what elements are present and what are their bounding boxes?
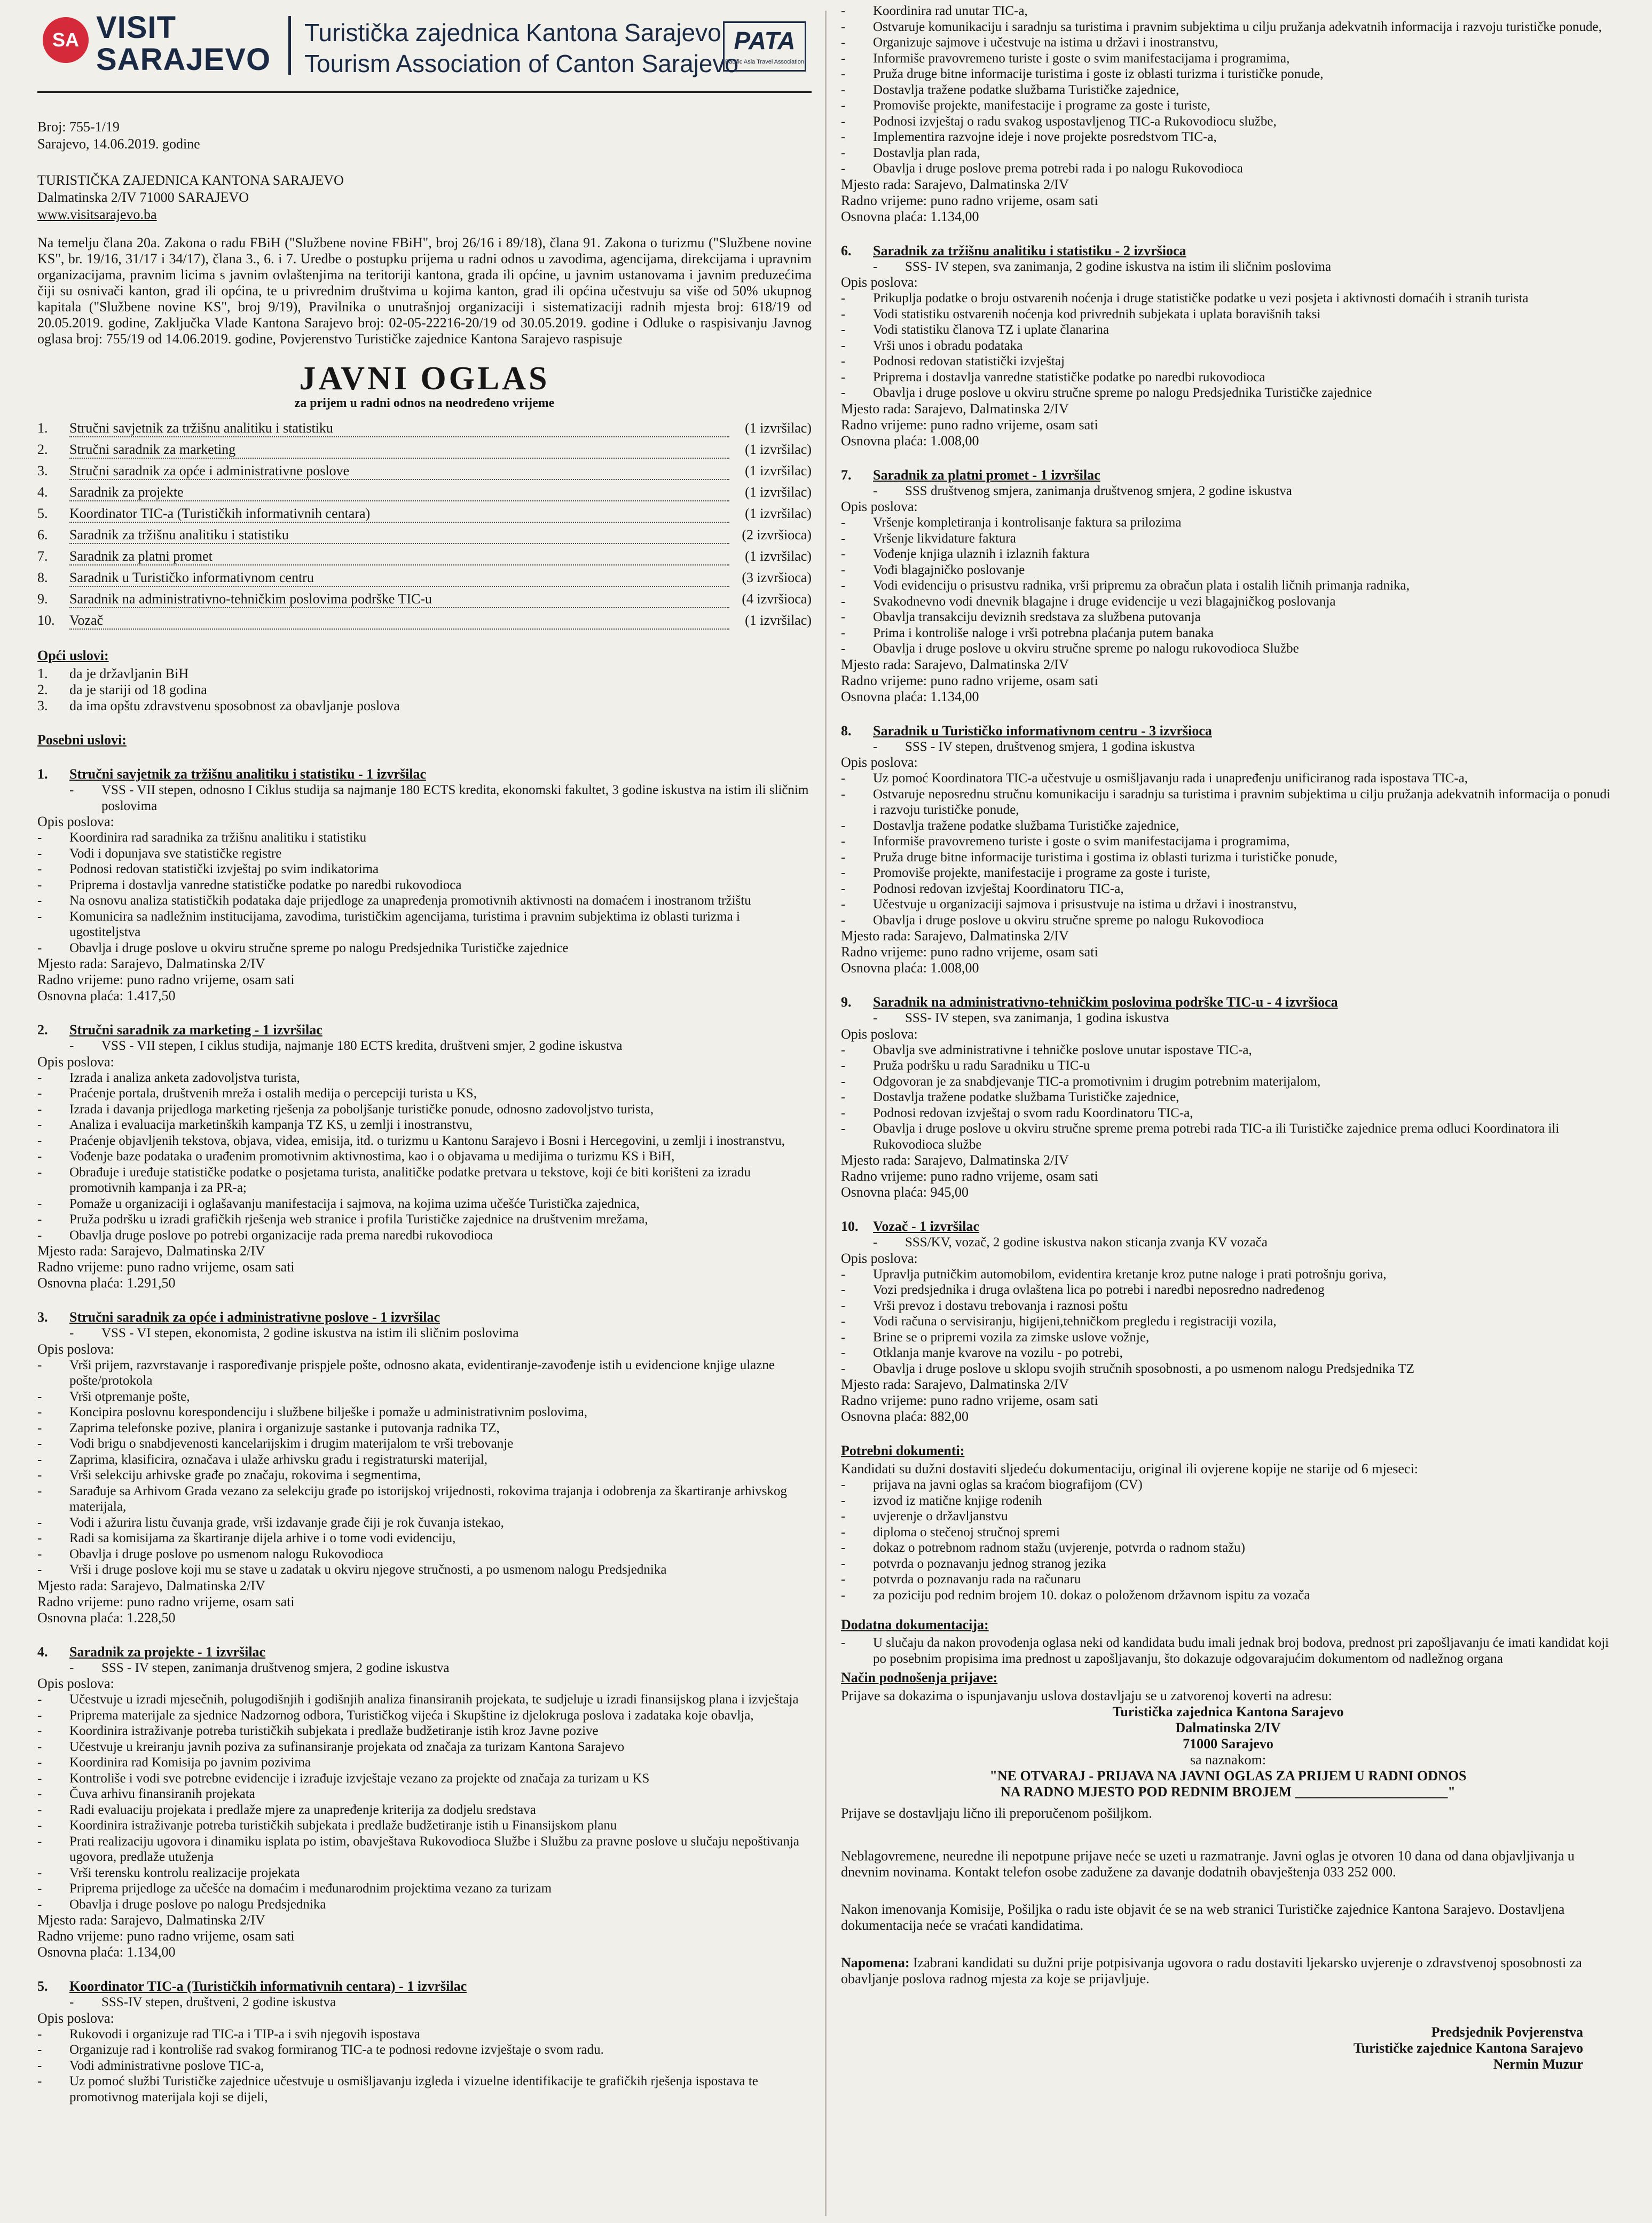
org-address: Dalmatinska 2/IV 71000 SARAJEVO (37, 190, 249, 205)
list-item: - Vodi administrativne poslove TIC-a, (37, 2058, 264, 2073)
list-item: - Priprema prijedloge za učešće na domaćim i međunarodnim projektima vezano za turizam (37, 1881, 552, 1896)
left-jobs (37, 766, 812, 2105)
position-row: 9. Saradnik na administrativno-tehničkim poslovima podrške TIC-u (4 izvršioca) (37, 591, 812, 612)
job-requirement: - SSS društvenog smjera, zanimanja društvenog smjera, 2 godine iskustva (873, 483, 1292, 498)
job-duties-label: Opis poslova: (37, 1341, 114, 1357)
list-item: - Podnosi redovan statistički izvještaj po svim indikatorima (37, 862, 379, 876)
job-title: 3. Stručni saradnik za opće i administrativne poslove - 1 izvršilac (37, 1309, 440, 1325)
job-time: Radno vrijeme: puno radno vrijeme, osam sati (841, 417, 1098, 433)
list-item: - Implementira razvojne ideje i nove projekte posredstvom TIC-a, (841, 130, 1217, 144)
job-duties-label: Opis poslova: (841, 274, 918, 290)
job-title: 1. Stručni savjetnik za tržišnu analitiku i statistiku - 1 izvršilac (37, 766, 427, 782)
job-place: Mjesto rada: Sarajevo, Dalmatinska 2/IV (37, 1577, 265, 1593)
job-duties-label: Opis poslova: (37, 1676, 114, 1691)
documents-list (841, 1477, 1615, 1603)
list-item: - Vršenje likvidature faktura (841, 531, 1016, 546)
job-salary: Osnovna plaća: 1.417,50 (37, 988, 176, 1003)
left-column (37, 0, 812, 2223)
list-item: - Vrši terensku kontrolu realizacije projekata (37, 1865, 300, 1880)
job-place: Mjesto rada: Sarajevo, Dalmatinska 2/IV (841, 400, 1069, 417)
ref-date: Sarajevo, 14.06.2019. godine (37, 136, 200, 152)
list-item: - Obavlja sve administrativne i tehničke poslove unutar ispostave TIC-a, (841, 1042, 1252, 1057)
position-row: 10. Vozač (1 izvršilac) (37, 612, 812, 634)
list-item: - Prati realizaciju ugovora i dinamiku isplata po istim, obavještava Rukovodioca Službe i Službu za pravne poslove u slučaju nepoštivanja ugovora, predlaže utuženja (37, 1834, 800, 1864)
list-item: - za poziciju pod rednim brojem 10. dokaz o položenom državnom ispitu za vozača (841, 1588, 1310, 1603)
list-item: - Obavlja druge poslove po potrebi organizacije rada prema naredbi rukovodioca (37, 1228, 493, 1243)
list-item: - prijava na javni oglas sa kraćom biografijom (CV) (841, 1478, 1143, 1492)
page-subtitle: za prijem u radni odnos na neodređeno vrijeme (294, 396, 555, 410)
org-names (304, 17, 738, 79)
page-title: JAVNI OGLAS (299, 360, 550, 397)
list-item: - Praćenje portala, društvenih mreža i ostalih medija o percepciji turista u KS, (37, 1086, 477, 1101)
list-item: - Učestvuje u izradi mjesečnih, polugodišnjih i godišnjih analiza finansiranih projekata, te sudjeluje u izradi finansijskog plana i izvještaja (37, 1692, 799, 1707)
list-item: - Promoviše projekte, manifestacije i programe za goste i turiste, (841, 98, 1210, 113)
list-item: - Obavlja i druge poslove u okviru stručne spreme prema potrebi rada TIC-a ili Turističke zajednice prema odluci Koordinatora ili Rukovodioca službe (841, 1121, 1560, 1152)
list-item: 1. da je državljanin BiH (37, 666, 189, 681)
list-item: - izvod iz matične knjige rođenih (841, 1493, 1042, 1508)
list-item: - potvrda o poznavanju jednog stranog jezika (841, 1556, 1106, 1571)
list-item: - Koordinira rad Komisija po javnim pozivima (37, 1755, 311, 1770)
list-item: - Rukovodi i organizuje rad TIC-a i TIP-a i svih njegovih ispostava (37, 2026, 420, 2041)
list-item: - Vodi statistiku članova TZ i uplate članarina (841, 323, 1110, 337)
list-item: - Uz pomoć Koordinatora TIC-a učestvuje u osmišljavanju rada i unapređenju unificiranog rada ispostava TIC-a, (841, 771, 1468, 785)
list-item: - Vrši i druge poslove koji mu se stave u zadatak u okviru njegove stručnosti, a po usmenom nalogu Predsjednika (37, 1562, 667, 1577)
job-time: Radno vrijeme: puno radno vrijeme, osam sati (841, 1393, 1098, 1408)
pata-wordmark: PATA (734, 27, 796, 54)
logo-visit: VISIT (96, 10, 177, 45)
list-item: - Dostavlja plan rada, (841, 145, 980, 160)
logo-divider (288, 16, 291, 75)
list-item: - Organizuje rad i kontroliše rad svakog formiranog TIC-a te podnosi redovne izvještaje o svom radu. (37, 2043, 604, 2057)
job-salary: Osnovna plaća: 1.134,00 (841, 208, 979, 224)
list-item: - Vodi statistiku ostvarenih noćenja kod privrednih subjekata i uplata boravišnih taksi (841, 307, 1321, 321)
job-salary: Osnovna plaća: 1.008,00 (841, 433, 979, 449)
job-salary: Osnovna plaća: 1.134,00 (841, 688, 979, 704)
list-item: - Obavlja i druge poslove po usmenom nalogu Rukovodioca (37, 1546, 384, 1561)
list-item: 3. da ima opštu zdravstvenu sposobnost za obavljanje poslova (37, 698, 400, 713)
closing-paragraph-1: Neblagovremene, neuredne ili nepotpune prijave neće se uzeti u razmatranje. Javni oglas je otvoren 10 dana od dana objavljivanja u dnevnim novinama. Kontakt telefon osobe zadužene za davanje dodatnih obavještenja 033 252 000. (841, 1848, 1575, 1880)
list-item: - Učestvuje u kreiranju javnih poziva za sufinansiranje projekata od značaja za turizam Kantona Sarajevo (37, 1739, 625, 1754)
list-item: - Obavlja i druge poslove u okviru stručne spreme po nalogu Predsjednika Turističke zajednice (841, 386, 1372, 400)
position-row: 4. Saradnik za projekte (1 izvršilac) (37, 484, 812, 506)
list-item: - Vršenje kompletiranja i kontrolisanje faktura sa prilozima (841, 515, 1182, 530)
list-item: - Zaprima telefonske pozive, planira i organizuje sastanke i putovanja radnika TZ, (37, 1420, 500, 1435)
submission-address: Turistička zajednica Kantona Sarajevo Dalmatinska 2/IV 71000 Sarajevo sa naznakom: "NE OTVARAJ - PRIJAVA NA JAVNI OGLAS ZA PRIJEM U RADNI ODNOS NA RADNO MJESTO POD REDNIM BROJEM ______________________" (841, 1704, 1615, 1800)
position-row: 7. Saradnik za platni promet (1 izvršilac) (37, 548, 812, 570)
job-title: 4. Saradnik za projekte - 1 izvršilac (37, 1644, 266, 1660)
list-item: - Priprema materijale za sjednice Nadzornog odbora, Turističkog vijeća i Skupštine iz djelokruga poslova i zadataka koje obavlja, (37, 1708, 754, 1723)
list-item: - Promoviše projekte, manifestacije i programe za goste i turiste, (841, 866, 1210, 880)
job-duties-label: Opis poslova: (37, 2010, 114, 2026)
job-title: 10. Vozač - 1 izvršilac (841, 1219, 980, 1234)
list-item: - Vrši otpremanje pošte, (37, 1389, 190, 1404)
job-salary: Osnovna plaća: 945,00 (841, 1184, 969, 1200)
job-title: 9. Saradnik na administrativno-tehničkim poslovima podrške TIC-u - 4 izvršioca (841, 994, 1338, 1010)
position-row: 6. Saradnik za tržišnu analitiku i statistiku (2 izvršioca) (37, 527, 812, 548)
list-item: - Kontroliše i vodi sve potrebne evidencije i izrađuje izvještaje vezano za projekte od značaja za turizam u KS (37, 1771, 650, 1786)
right-jobs (841, 243, 1615, 1425)
job-duties-label: Opis poslova: (841, 499, 918, 514)
job-place: Mjesto rada: Sarajevo, Dalmatinska 2/IV (841, 928, 1069, 944)
list-item: - Koordinira istraživanje potreba turističkih subjekata i predlaže budžetiranje istih u Finansijskom planu (37, 1818, 617, 1833)
list-item: - Svakodnevno vodi dnevnik blagajne i druge evidencije u vezi blagajničkog poslovanja (841, 594, 1336, 609)
list-item: - Obavlja i druge poslove po nalogu Predsjednika (37, 1897, 326, 1912)
list-item: - Otklanja manje kvarove na vozilu - po potrebi, (841, 1346, 1123, 1360)
job-requirement: - VSS - VI stepen, ekonomista, 2 godine iskustva na istim ili sličnim poslovima (69, 1326, 519, 1340)
list-item: - Vodi računa o servisiranju, higijeni,tehničkom pregledu i registraciji vozila, (841, 1314, 1277, 1329)
pata-logo-icon (723, 21, 806, 72)
job-place: Mjesto rada: Sarajevo, Dalmatinska 2/IV (841, 1152, 1069, 1168)
job-place: Mjesto rada: Sarajevo, Dalmatinska 2/IV (37, 1243, 265, 1259)
intro-paragraph: Na temelju člana 20a. Zakona o radu FBiH ("Službene novine FBiH", broj 26/16 i 89/18), člana 91. Zakona o turizmu ("Službene novine KS", br. 19/16, 31/17 i 34/17), člana 3., 6. i 7. Uredbe o postupku prijema u radni odnos u zavodima, agencijama, direkcijama i upravnim organizacijama, pravnim licima s javnim ovlaštenjima na teritoriji kantona, grada ili općine, u javnim ustanovama i javnim preduzećima čiji su osnivači kanton, grad ili općina, te u privrednim društvima u kojima kanton, grad ili općina učestvuju sa više od 50% ukupnog kapitala ("Službene novine KS", broj 9/19), Pravilnika o unutrašnjoj organizaciji i sistematizaciji radnih mjesta broj: 618/19 od 20.05.2019. godine, Zaključka Vlade Kantona Sarajevo broj: 02-05-22216-20/19 od 30.05.2019. godine i Odluke o raspisivanju Javnog oglasa broj: 755/19 od 14.06.2019. godine, Povjerenstvo Turističke zajednice Kantona Sarajevo raspisuje (37, 235, 812, 347)
job-requirement: - SSS-IV stepen, društveni, 2 godine iskustva (69, 1995, 336, 2009)
job-title: 7. Saradnik za platni promet - 1 izvršilac (841, 467, 1100, 483)
list-item: - Izrada i davanja prijedloga marketing rješenja za poboljšanje turističke ponude, odnosno zadovoljstvo turista, (37, 1102, 654, 1117)
job-place: Mjesto rada: Sarajevo, Dalmatinska 2/IV (841, 176, 1069, 192)
job-salary: Osnovna plaća: 1.134,00 (37, 1944, 176, 1960)
submission-text: Prijave sa dokazima o ispunjavanju uslova dostavljaju se u zatvorenoj koverti na adresu: (841, 1688, 1332, 1703)
list-item: - Obrađuje i uređuje statističke podatke o posjetama turista, analitičke podatke pretvara u tekstove, koji će biti korišteni za izradu promotivnih kampanja i za PR-a; (37, 1165, 751, 1195)
job-place: Mjesto rada: Sarajevo, Dalmatinska 2/IV (37, 1912, 265, 1928)
closing-paragraph-2: Nakon imenovanja Komisije, Pošiljka o radu iste objavit će se na web stranici Turističke zajednice Kantona Sarajevo. Dostavljena dokumentacija neće se vraćati kandidatima. (841, 1902, 1565, 1933)
list-item: - Vođenje baze podataka o urađenim promotivnim aktivnostima, kao i o objavama u medijima o turizmu KS i BiH, (37, 1149, 675, 1164)
list-item: - Koncipira poslovnu korespondenciju i službene bilješke i pomaže u administrativnim poslovima, (37, 1405, 587, 1419)
column-divider (825, 11, 827, 2216)
list-item: - Zaprima, klasificira, označava i ulaže arhivsku građu i registraturski materijal, (37, 1452, 488, 1467)
list-item: - Pruža druge bitne informacije turistima i goste iz oblasti turizma i turističke ponude, (841, 67, 1324, 81)
list-item: - Vodi brigu o snabdjevenosti kancelarijskim i drugim materijalom te vrši trebovanje (37, 1436, 514, 1451)
job-place: Mjesto rada: Sarajevo, Dalmatinska 2/IV (37, 956, 265, 971)
job-duties-label: Opis poslova: (37, 814, 114, 829)
job-requirement: - VSS - VII stepen, I ciklus studija, najmanje 180 ECTS kredita, društveni smjer, 2 godine iskustva (69, 1039, 623, 1053)
job-title: 5. Koordinator TIC-a (Turističkih informativnih centara) - 1 izvršilac (37, 1978, 467, 1994)
position-row: 8. Saradnik u Turističko informativnom centru (3 izvršioca) (37, 570, 812, 591)
list-item: - Praćenje objavljenih tekstova, objava, videa, emisija, itd. o turizmu u Kantonu Sarajevo i Bosni i Hercegovini, u zemlji i inostranstvu, (37, 1133, 785, 1148)
logo-sarajevo: SARAJEVO (96, 42, 271, 77)
list-item: - Pruža podršku u radu Saradniku u TIC-u (841, 1058, 1090, 1073)
list-item: - Obavlja i druge poslove u okviru stručne spreme po nalogu Predsjednika Turističke zajednice (37, 940, 569, 955)
job-salary: Osnovna plaća: 1.008,00 (841, 960, 979, 976)
list-item: - Brine se o pripremi vozila za zimske uslove vožnje, (841, 1330, 1150, 1345)
list-item: - Dostavlja tražene podatke službama Turističke zajednice, (841, 82, 1179, 97)
list-item: - Vrši selekciju arhivske građe po značaju, rokovima i segmentima, (37, 1468, 421, 1482)
list-item: - potvrda o poznavanju rada na računaru (841, 1572, 1081, 1586)
list-item: - Izrada i analiza anketa zadovoljstva turista, (37, 1070, 300, 1085)
list-item: - Priprema i dostavlja vanredne statističke podatke po naredbi rukovodioca (37, 877, 462, 892)
list-item: - Obavlja i druge poslove u okviru stručne spreme po nalogu Rukovodioca (841, 913, 1264, 928)
org-block (37, 172, 812, 223)
list-item: - Koordinira rad unutar TIC-a, (841, 4, 1028, 18)
pata-sub: Pacific Asia Travel Association (725, 59, 804, 65)
list-item: - Organizuje sajmove i učestvuje na istima u državi i inostranstvu, (841, 35, 1218, 50)
list-item: - Pomaže u organizaciji i oglašavanju manifestacija i sajmova, na kojima uzima učešće Turistička zajednica, (37, 1196, 640, 1211)
job-title: 6. Saradnik za tržišnu analitiku i statistiku - 2 izvršioca (841, 242, 1186, 258)
list-item: - Čuva arhivu finansiranih projekata (37, 1787, 255, 1801)
job-duties-label: Opis poslova: (841, 755, 918, 770)
job-salary: Osnovna plaća: 882,00 (841, 1409, 969, 1424)
list-item: - Analiza i evaluacija marketinških kampanja TZ KS, u zemlji i inostranstvu, (37, 1118, 473, 1132)
job-requirement: - SSS/KV, vozač, 2 godine iskustva nakon sticanja zvanja KV vozača (873, 1235, 1268, 1250)
list-item: - Dostavlja tražene podatke službama Turističke zajednice, (841, 818, 1179, 833)
special-conditions-title: Posebni uslovi: (37, 732, 127, 748)
org-name-en: Tourism Association of Canton Sarajevo (304, 50, 739, 77)
list-item: - Podnosi redovan izvještaj Koordinatoru TIC-a, (841, 881, 1124, 896)
job-title: 8. Saradnik u Turističko informativnom centru - 3 izvršioca (841, 722, 1212, 739)
job-duties-label: Opis poslova: (841, 1250, 918, 1266)
list-item: - dokaz o potrebnom radnom stažu (uvjerenje, potvrda o radnom stažu) (841, 1541, 1245, 1555)
list-item: - Radi evaluaciju projekata i predlaže mjere za unapređenje kriterija za dodjelu sredstava (37, 1802, 536, 1817)
list-item: - Vođenje knjiga ulaznih i izlaznih faktura (841, 547, 1090, 561)
job-requirement: - SSS- IV stepen, sva zanimanja, 2 godine iskustva na istim ili sličnim poslovima (873, 259, 1332, 274)
job-place: Mjesto rada: Sarajevo, Dalmatinska 2/IV (841, 656, 1069, 672)
closing-note: Napomena: Izabrani kandidati su dužni prije potpisivanja ugovora o radu dostaviti ljekarsko uvjerenje o zdravstvenoj sposobnosti za obavljanje poslova radnog mjesta za koje se prijavljuje. (841, 1955, 1582, 1986)
list-item: - Informiše pravovremeno turiste i goste o svim manifestacijama i programima, (841, 51, 1290, 66)
position-row: 2. Stručni saradnik za marketing (1 izvršilac) (37, 442, 812, 463)
list-item: - Podnosi redovan izvještaj o svom radu Koordinatoru TIC-a, (841, 1105, 1193, 1120)
list-item: - Vodi i ažurira listu čuvanja građe, vrši izdavanje građe čiji je rok čuvanja istekao, (37, 1515, 504, 1530)
positions-list (37, 420, 812, 634)
job-place: Mjesto rada: Sarajevo, Dalmatinska 2/IV (841, 1377, 1069, 1392)
job-duties-label: Opis poslova: (841, 1026, 918, 1042)
list-item: - diploma o stečenoj stručnoj spremi (841, 1525, 1060, 1539)
list-item: 2. da je stariji od 18 godina (37, 682, 207, 697)
list-item: - uvjerenje o državljanstvu (841, 1509, 1008, 1523)
signature-block: Predsjednik Povjerenstva Turističke zajednice Kantona Sarajevo Nermin Muzur (1353, 2024, 1583, 2072)
org-name-bs: Turistička zajednica Kantona Sarajevo (304, 19, 721, 46)
list-item: - Obavlja i druge poslove prema potrebi rada i po nalogu Rukovodioca (841, 161, 1243, 176)
job-time: Radno vrijeme: puno radno vrijeme, osam sati (841, 944, 1098, 960)
job-time: Radno vrijeme: puno radno vrijeme, osam sati (841, 1168, 1098, 1184)
list-item: - Odgovoran je za snabdjevanje TIC-a promotivnim i drugim potrebnim materijalom, (841, 1074, 1321, 1089)
general-conditions-list (37, 666, 812, 714)
position-row: 1. Stručni savjetnik za tržišnu analitiku i statistiku (1 izvršilac) (37, 420, 812, 442)
list-item: - Upravlja putničkim automobilom, evidentira kretanje kroz putne naloge i prati potrošnju goriva, (841, 1267, 1387, 1282)
position-row: 3. Stručni saradnik za opće i administrativne poslove (1 izvršilac) (37, 463, 812, 484)
job-salary: Osnovna plaća: 1.291,50 (37, 1275, 176, 1291)
org-website-link[interactable]: www.visitsarajevo.ba (37, 207, 157, 222)
list-item: - Koordinira rad saradnika za tržišnu analitiku i statistiku (37, 830, 367, 845)
position-row: 5. Koordinator TIC-a (Turističkih informativnih centara) (1 izvršilac) (37, 506, 812, 527)
list-item: - Obavlja i druge poslove u sklopu svojih stručnih sposobnosti, a po usmenom nalogu Predsjednika TZ (841, 1361, 1415, 1376)
ref-number: Broj: 755-1/19 (37, 119, 120, 135)
additional-docs-title: Dodatna dokumentacija: (841, 1617, 989, 1632)
list-item: - Na osnovu analiza statističkih podataka daje prijedloge za unapređenja promotivnih aktivnosti na domaćem i inostranom tržištu (37, 893, 751, 908)
list-item: - Ostvaruje komunikaciju i saradnju sa turistima i pravnim subjektima u cilju pružanja adekvatnih informacija i razvoju turističke ponude, (841, 19, 1602, 34)
org-name: TURISTIČKA ZAJEDNICA KANTONA SARAJEVO (37, 172, 344, 188)
list-item: - Pruža podršku u izradi grafičkih rješenja web stranice i profila Turističke zajednice na društvenim mrežama, (37, 1212, 648, 1227)
list-item: - Priprema i dostavlja vanredne statističke podatke po naredbi rukovodioca (841, 370, 1265, 384)
list-item: - Koordinira istraživanje potreba turističkih subjekata i predlaže budžetiranje istih kroz Javne pozive (37, 1724, 599, 1738)
general-conditions-title: Opći uslovi: (37, 648, 109, 663)
submission-personal: Prijave se dostavljaju lično ili preporučenom pošiljkom. (841, 1805, 1152, 1821)
job-time: Radno vrijeme: puno radno vrijeme, osam sati (37, 1593, 295, 1609)
list-item: - Pruža druge bitne informacije turistima i gostima iz oblasti turizma i turističke ponude, (841, 850, 1338, 865)
list-item: - Obavlja transakciju deviznih sredstava za službena putovanja (841, 610, 1201, 624)
list-item: - Ostvaruje neposrednu stručnu komunikaciju i saradnju sa turistima i pravnim subjektima u cilju pružanja adekvatnih informacija o ponudi i razvoju turističke ponude, (841, 787, 1610, 817)
list-item: - Vrši prevoz i dostavu trebovanja i raznosi poštu (841, 1298, 1128, 1313)
job-requirement: - VSS - VII stepen, odnosno I Ciklus studija sa najmanje 180 ECTS kredita, ekonomski fakultet, 3 godine iskustva na istim ili sličnim poslovima (69, 783, 809, 813)
right-column (841, 0, 1615, 2223)
list-item: - Vodi i dopunjava sve statističke registre (37, 846, 282, 861)
job-time: Radno vrijeme: puno radno vrijeme, osam sati (841, 672, 1098, 688)
list-item: - Učestvuje u organizaciji sajmova i prisustvuje na istima u državi i inostranstvu, (841, 897, 1297, 912)
visit-sarajevo-logo-icon: SA (43, 17, 89, 63)
list-item: - Informiše pravovremeno turiste i goste o svim manifestacijama i programima, (841, 834, 1290, 849)
job-title: 2. Stručni saradnik za marketing - 1 izvršilac (37, 1022, 322, 1038)
additional-docs-item: - U slučaju da nakon provođenja oglasa neki od kandidata budu imali jednak broj bodova, prednost pri zapošljavanju će imati kandidat koji po posebnim propisima ima prednost u zapošljavanju, što dokazuje odgovarajućim dokumentom od nadležnog organa (841, 1636, 1609, 1666)
visit-sarajevo-wordmark (96, 12, 271, 76)
submission-title: Način podnošenja prijave: (841, 1670, 998, 1685)
job-time: Radno vrijeme: puno radno vrijeme, osam sati (37, 1259, 295, 1275)
list-item: - Komunicira sa nadležnim institucijama, zavodima, turističkim agencijama, turistima i pravnim subjektima iz oblasti turizma i ugostiteljstva (37, 909, 740, 939)
list-item: - Prikuplja podatke o broju ostvarenih noćenja i druge statističke podatke u vezi posjeta i aktivnosti domaćih i stranih turista (841, 291, 1529, 305)
list-item: - Obavlja i druge poslove u okviru stručne spreme po nalogu rukovodioca Službe (841, 641, 1299, 656)
job-salary: Osnovna plaća: 1.228,50 (37, 1609, 176, 1625)
list-item: - Vođi blagajničko poslovanje (841, 562, 1025, 577)
list-item: - Vrši prijem, razvrstavanje i raspoređivanje prispjele pošte, odnosno akata, evidentiranje-zavođenje istih u evidencione knjige ulazne pošte/protokola (37, 1357, 775, 1388)
documents-title: Potrebni dokumenti: (841, 1443, 965, 1458)
list-item: - Uz pomoć službi Turističke zajednice učestvuje u osmišljavanju izgleda i vizuelne identifikacije te grafičkih rješenja ispostava te promotivnog materijala koji se dijeli, (37, 2074, 758, 2104)
job-time: Radno vrijeme: puno radno vrijeme, osam sati (37, 1928, 295, 1944)
job-time: Radno vrijeme: puno radno vrijeme, osam sati (841, 192, 1098, 208)
documents-intro: Kandidati su dužni dostaviti sljedeću dokumentaciju, original ili ovjerene kopije ne starije od 6 mjeseci: (841, 1461, 1418, 1476)
list-item: - Vodi evidenciju o prisustvu radnika, vrši pripremu za obračun plata i ostalih ličnih primanja radnika, (841, 578, 1410, 593)
reference-block (37, 119, 812, 153)
job-duties-label: Opis poslova: (37, 1054, 114, 1070)
letterhead (37, 0, 812, 93)
list-item: - Dostavlja tražene podatke službama Turističke zajednice, (841, 1090, 1179, 1104)
job-requirement: - SSS - IV stepen, društvenog smjera, 1 godina iskustva (873, 739, 1195, 754)
list-item: - Vozi predsjednika i druga ovlaštena lica po potrebi i naredbi neposredno nadređenog (841, 1283, 1325, 1297)
job-time: Radno vrijeme: puno radno vrijeme, osam sati (37, 972, 295, 987)
submission-notice: "NE OTVARAJ - PRIJAVA NA JAVNI OGLAS ZA PRIJEM U RADNI ODNOS (989, 1768, 1467, 1784)
list-item: - Prima i kontroliše naloge i vrši potrebna plaćanja putem banaka (841, 625, 1214, 640)
list-item: - Podnosi redovan statistički izvještaj (841, 354, 1065, 368)
job-requirement: - SSS - IV stepen, zanimanja društvenog smjera, 2 godine iskustva (69, 1660, 450, 1675)
list-item: - Podnosi izvještaj o radu svakog uspostavljenog TIC-a Rukovodiocu službe, (841, 114, 1277, 129)
tic-coordinator-continued (841, 3, 1615, 225)
list-item: - Vrši unos i obradu podataka (841, 338, 1023, 353)
list-item: - Sarađuje sa Arhivom Grada vezano za selekciju građe po istorijskoj vrijednosti, rokovima trajanja i odobrenja za škartiranje arhivskog materijala, (37, 1483, 788, 1514)
list-item: - Radi sa komisijama za škartiranje dijela arhive i o tome vodi evidenciju, (37, 1531, 456, 1545)
job-requirement: - SSS- IV stepen, sva zanimanja, 1 godina iskustva (873, 1011, 1169, 1025)
